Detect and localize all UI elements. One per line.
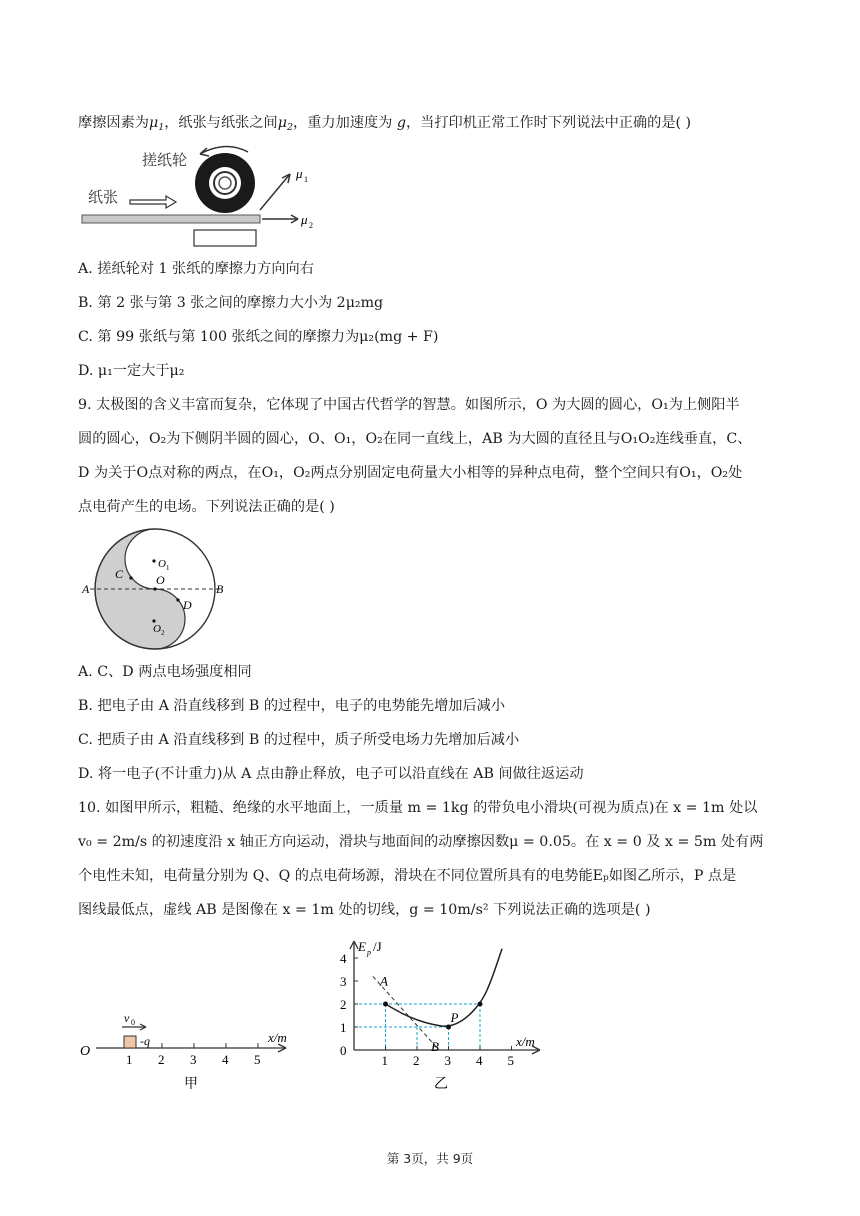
- ep-curve: [386, 949, 503, 1026]
- page-footer: 第 3页，共 9页: [386, 1151, 474, 1166]
- svg-text:A: A: [82, 582, 90, 596]
- point-x1: [383, 1002, 388, 1007]
- paper-tray: [194, 230, 256, 246]
- slider-block: [124, 1036, 136, 1048]
- q9-option-a: A. C、D 两点电场强度相同: [78, 664, 252, 680]
- q10-figure-jia: [78, 1005, 308, 1095]
- q9-taiji-figure: [78, 525, 238, 655]
- svg-text:v: v: [124, 1011, 130, 1025]
- q9-stem-line-2: 圆的圆心，O₂为下侧阴半圆的圆心，O、O₁，O₂在同一直线上，AB 为大圆的直径且与O₁O₂连线垂直，C、: [78, 431, 752, 447]
- point-x4: [478, 1002, 483, 1007]
- svg-text:0: 0: [131, 1018, 135, 1027]
- q10-stem-line-4: 图线最低点，虚线 AB 是图像在 x = 1m 处的切线，g = 10m/s² 下列说法正确的选项是( ): [78, 902, 651, 918]
- q10-stem-line-1: 10. 如图甲所示，粗糙、绝缘的水平地面上，一质量 m = 1kg 的带负电小滑块(可视为质点)在 x = 1m 处以: [78, 800, 758, 816]
- q8-option-a: A. 搓纸轮对 1 张纸的摩擦力方向向右: [78, 261, 314, 277]
- y-tick-label: 2: [340, 997, 347, 1012]
- svg-text:5: 5: [254, 1052, 261, 1067]
- q9-option-b: B. 把电子由 A 沿直线移到 B 的过程中，电子的电势能先增加后减小: [78, 698, 506, 714]
- q8-roller-figure: [78, 138, 338, 250]
- q8-option-c: C. 第 99 张纸与第 100 张纸之间的摩擦力为μ₂(mg + F): [78, 329, 439, 345]
- svg-text:4: 4: [222, 1052, 229, 1067]
- svg-text:μ: μ: [296, 166, 303, 181]
- x-tick-label: 3: [444, 1053, 451, 1068]
- svg-text:B: B: [216, 582, 224, 596]
- label-b: B: [431, 1039, 440, 1054]
- paper-stack: [82, 215, 260, 223]
- svg-text:E: E: [358, 939, 366, 954]
- roller-label: 搓纸轮: [142, 153, 188, 169]
- svg-text:1: 1: [166, 564, 170, 572]
- x-tick-label: 4: [476, 1053, 483, 1068]
- q9-stem-line-3: D 为关于O点对称的两点，在O₁，O₂两点分别固定电荷量大小相等的异种点电荷，整个空间只有O₁，O₂处: [78, 465, 743, 481]
- svg-text:1: 1: [126, 1052, 133, 1067]
- svg-text:C: C: [115, 567, 124, 581]
- svg-text:-q: -q: [140, 1034, 150, 1048]
- label-a: A: [380, 973, 389, 989]
- y-tick-label: 3: [340, 974, 347, 989]
- svg-text:1: 1: [304, 175, 308, 184]
- y-tick-label: 1: [340, 1020, 347, 1035]
- rotation-arrow-icon: [200, 146, 248, 154]
- q8-stem: 摩擦因素为$\mu_1$，纸张与纸张之间$\mu_2$，重力加速度为 g，当打印机正常工作时下列说法中正确的是( ): [78, 115, 692, 133]
- svg-text:甲: 甲: [184, 1077, 198, 1092]
- q9-stem-line-4: 点电荷产生的电场。下列说法正确的是( ): [78, 499, 335, 515]
- svg-text:x/m: x/m: [516, 1034, 535, 1049]
- svg-text:D: D: [183, 598, 192, 612]
- hollow-arrow-icon: [130, 196, 176, 208]
- svg-text:O: O: [80, 1044, 91, 1059]
- svg-text:p: p: [367, 948, 371, 957]
- x-tick-label: 2: [413, 1053, 420, 1068]
- y-tick-label: 4: [340, 951, 347, 966]
- svg-text:O: O: [153, 623, 161, 635]
- x-tick-label: 1: [381, 1053, 388, 1068]
- svg-text:μ: μ: [301, 212, 308, 227]
- svg-text:2: 2: [161, 629, 165, 637]
- svg-text:2: 2: [158, 1052, 165, 1067]
- q10-stem-line-2: v₀ = 2m/s 的初速度沿 x 轴正方向运动，滑块与地面间的动摩擦因数μ = 0.05。在 x = 0 及 x = 5m 处有两: [78, 834, 764, 850]
- svg-text:3: 3: [190, 1052, 197, 1067]
- x-tick-label: 5: [507, 1053, 514, 1068]
- q9-stem-line-1: 9. 太极图的含义丰富而复杂，它体现了中国古代哲学的智慧。如图所示，O 为大圆的圆心，O₁为上侧阳半: [78, 397, 740, 413]
- q8-option-b: B. 第 2 张与第 3 张之间的摩擦力大小为 2μ₂mg: [78, 295, 384, 311]
- svg-text:x/m: x/m: [268, 1030, 287, 1045]
- svg-text:/J: /J: [373, 939, 382, 954]
- q10-figure-yi-chart: [330, 935, 560, 1095]
- svg-text:2: 2: [309, 221, 313, 230]
- label-p: P: [450, 1010, 459, 1025]
- svg-text:0: 0: [340, 1043, 347, 1058]
- q10-stem-line-3: 个电性未知，电荷量分别为 Q、Q 的点电荷场源，滑块在不同位置所具有的电势能Eₚ如图乙所示，P 点是: [78, 868, 737, 884]
- svg-text:乙: 乙: [434, 1077, 448, 1092]
- paper-label: 纸张: [88, 190, 119, 206]
- svg-text:O: O: [158, 558, 166, 570]
- q9-option-c: C. 把质子由 A 沿直线移到 B 的过程中，质子所受电场力先增加后减小: [78, 732, 520, 748]
- point-p: [446, 1025, 451, 1030]
- svg-text:O: O: [156, 573, 165, 587]
- q9-option-d: D. 将一电子(不计重力)从 A 点由静止释放，电子可以沿直线在 AB 间做往返运动: [78, 766, 584, 782]
- q8-option-d: D. μ₁一定大于μ₂: [78, 363, 185, 379]
